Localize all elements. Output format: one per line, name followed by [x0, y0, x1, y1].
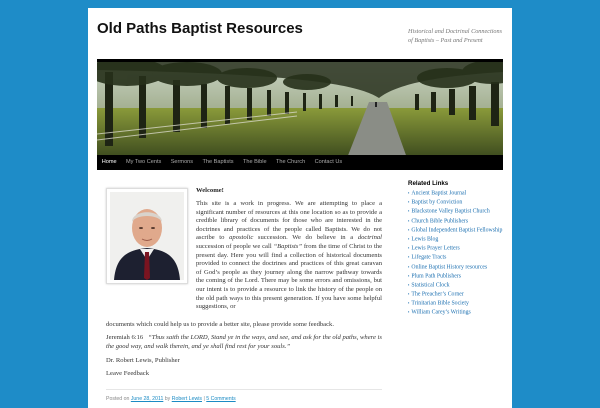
related-link-item[interactable]: ▪ William Carey’s Writings: [408, 308, 508, 317]
related-link-item[interactable]: ▪ Baptist by Conviction: [408, 198, 508, 207]
page-container: [88, 8, 512, 408]
post-divider: [106, 389, 382, 390]
related-link-item[interactable]: ▪ Blackstone Valley Baptist Church: [408, 207, 508, 216]
related-link-item[interactable]: ▪ The Preacher’s Corner: [408, 290, 508, 299]
menu-item-home[interactable]: Home: [101, 159, 117, 165]
site-title[interactable]: Old Paths Baptist Resources: [97, 20, 303, 37]
menu-item-my-two-cents[interactable]: My Two Cents: [125, 159, 162, 165]
related-link-item[interactable]: ▪ Ancient Baptist Journal: [408, 189, 508, 198]
verse-text: “Thus saith the LORD, Stand ye in the ways, and see, and ask for the old paths, where is the good way, and walk therein, and ye shall find rest for your souls.”: [106, 334, 382, 350]
intro-paragraph: This site is a work in progress. We are attempting to place a significant number of resources at this one location so as to provide a credible library of documents for those who are interested in the doctrines and practices of the people called Baptists. We do not ascribe to apostolic succession. We do believe in a doctrinal succession of people we call “Baptists” from the time of Christ to the present day. Here you will find a collection of historical documents provided to connect the doctrines and practices of this great caravan of God’s people as they journey along the narrow pathway towards the coming of the Lord. There may be some errors and omissions, but our intent is to provide a resource to link the history of the people on the old path ways to this present generation. If you have some helpful suggestions, or: [196, 200, 382, 311]
related-link-item[interactable]: ▪ Online Baptist History resources: [408, 263, 508, 272]
menu-item-sermons[interactable]: Sermons: [170, 159, 194, 165]
related-link-item[interactable]: ▪ Lewis Prayer Letters: [408, 244, 508, 253]
author-link[interactable]: Robert Lewis: [171, 396, 202, 402]
post-date-link[interactable]: June 28, 2011: [130, 396, 164, 402]
related-link-item[interactable]: ▪ Lewis Blog: [408, 235, 508, 244]
related-links-heading: Related Links: [408, 180, 449, 187]
post-meta: Posted on June 28, 2011 by Robert Lewis | 5 Comments: [106, 396, 236, 402]
menu-item-contact-us[interactable]: Contact Us: [314, 159, 343, 165]
related-links-list: [408, 189, 508, 318]
related-link-item[interactable]: ▪ Statistical Clock: [408, 281, 508, 290]
related-link-item[interactable]: ▪ Plum Path Publishers: [408, 272, 508, 281]
leave-feedback-link[interactable]: Leave Feedback: [106, 370, 150, 377]
related-link-item[interactable]: ▪ Lifegate Tracts: [408, 253, 508, 262]
publisher-signature: Dr. Robert Lewis, Publisher: [106, 357, 180, 364]
main-menu: [97, 155, 503, 170]
verse-reference: Jeremiah 6:16: [106, 334, 144, 341]
comments-link[interactable]: 5 Comments: [206, 396, 236, 402]
author-portrait: [106, 188, 188, 284]
menu-item-the-church[interactable]: The Church: [275, 159, 306, 165]
menu-item-the-bible[interactable]: The Bible: [242, 159, 267, 165]
site-description: Historical and Doctrinal Connections of Baptists – Past and Present: [408, 28, 503, 44]
related-link-item[interactable]: ▪ Global Independent Baptist Fellowship: [408, 226, 508, 235]
scripture-verse: [106, 334, 382, 351]
related-link-item[interactable]: ▪ Trinitarian Bible Society: [408, 299, 508, 308]
intro-paragraph-continued: documents which could help us to provide a better site, please provide some feedback.: [106, 321, 334, 328]
header-image: [97, 59, 503, 158]
related-link-item[interactable]: ▪ Church Bible Publishers: [408, 217, 508, 226]
sidebar: [408, 180, 508, 318]
welcome-heading: Welcome!: [196, 187, 224, 194]
menu-item-the-baptists[interactable]: The Baptists: [202, 159, 234, 165]
